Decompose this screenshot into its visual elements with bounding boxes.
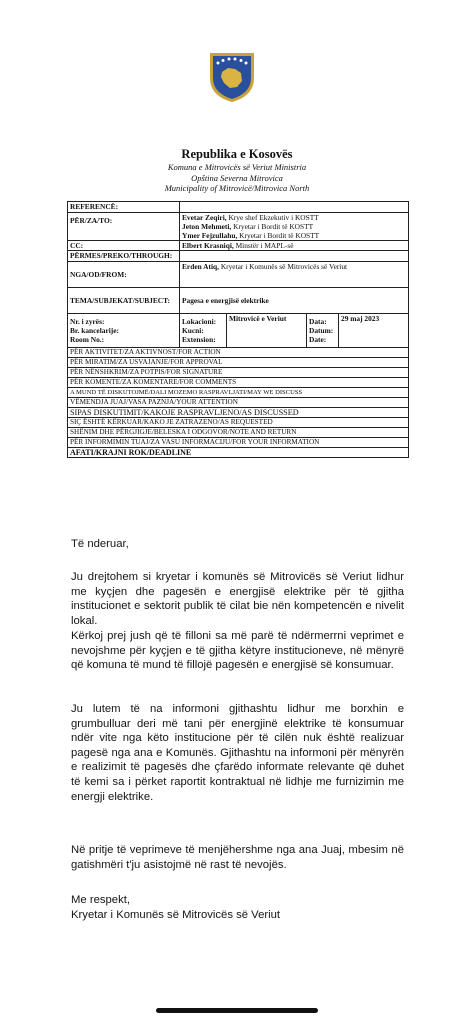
reference-value: [180, 202, 409, 213]
from-label: NGA/OD/FROM:: [68, 262, 180, 288]
action-for-your-information: PËR INFORMIMIN TUAJ/ZA VASU INFORMACIJU/FOR YOUR INFORMATION: [68, 438, 409, 448]
action-as-discussed: SIPAS DISKUTIMIT/KAKOJE RASPRAVLJENO/AS DISCUSSED: [68, 408, 409, 418]
subject-value: Pagesa e energjisë elektrike: [180, 288, 409, 314]
letterhead-line-1: Komuna e Mitrovicës së Veriut Ministria: [167, 162, 307, 172]
cc-value: Elbert Krasniqi, Minstër i MAPL-së: [180, 241, 409, 251]
action-for-approval: PËR MIRATIM/ZA USVAJANJE/FOR APPROVAL: [68, 358, 409, 368]
kosovo-coat-of-arms-icon: [204, 48, 260, 104]
reference-label: REFERENCË:: [68, 202, 180, 213]
action-for-action: PËR AKTIVITET/ZA AKTIVNOST/FOR ACTION: [68, 348, 409, 358]
memo-routing-table: [67, 201, 409, 458]
action-your-attention: VËMENDJA JUAJ/VASA PAZNJA/YOUR ATTENTION: [68, 398, 409, 408]
recipient-3: Ymer Fejzullahu, Kryetar i Bordit të KOSTT: [182, 231, 320, 240]
deadline-label: AFATI/KRAJNI ROK/DEADLINE: [68, 448, 409, 458]
recipient-1: Evetar Zeqiri, Krye shef Ekzekutiv i KOSTT: [182, 213, 319, 222]
signature-line: Kryetar i Komunës së Mitrovicës së Veriut: [71, 908, 281, 921]
letter-greeting: Të nderuar,: [71, 538, 129, 550]
closing-phrase: Me respekt,: [71, 894, 131, 906]
date-value: 29 maj 2023: [339, 314, 409, 348]
letterhead: [0, 147, 474, 194]
action-note-and-return: SHËNIM DHE PËRGJIGJE/BELESKA I ODGOVOR/NOTE AND RETURN: [68, 428, 409, 438]
date-labels: Data: Datum: Date:: [307, 314, 339, 348]
location-value: Mitrovicë e Veriut: [227, 314, 307, 348]
subject-label: TEMA/SUBJEKAT/SUBJECT:: [68, 288, 180, 314]
from-value: Erden Atiq, Kryetar i Komunës së Mitrovicës së Veriut: [180, 262, 409, 288]
action-as-requested: SIÇ ËSHTË KËRKUAR/KAKO JE ZATRAZENO/AS REQUESTED: [68, 418, 409, 428]
letter-closing: [71, 893, 404, 922]
action-may-we-discuss: A MUND TË DISKUTOJMË/DALI MOZEMO RASPRAVLJATI/MAY WE DISCUSS: [68, 388, 409, 398]
to-label: PËR/ZA/TO:: [68, 213, 180, 241]
action-for-signature: PËR NËNSHKRIM/ZA POTPIS/FOR SIGNATURE: [68, 368, 409, 378]
through-value: [180, 251, 409, 262]
to-recipients: [180, 213, 409, 241]
room-labels: Nr. i zyrës: Br. kancelarije: Room No.:: [68, 314, 180, 348]
letter-paragraph-4: Në pritje të veprimeve të menjëhershme nga ana Juaj, mbesim në gatishmëri t'ju asistojmë në rast të nevojës.: [71, 844, 404, 871]
letterhead-line-2: Opština Severna Mitrovica: [191, 172, 283, 183]
location-labels: Lokacioni: Kucni: Extension:: [180, 314, 227, 348]
country-title: Republika e Kosovës: [181, 147, 293, 161]
letter-paragraph-2: Kërkoj prej jush që të filloni sa më parë të ndërmerrni veprimet e nevojshme për kyçjen e të gjitha këtyre institucioneve, në mënyrë që komuna të mund të fillojë pagesën e energjisë së konsumuar.: [71, 630, 404, 672]
letterhead-line-3: Municipality of Mitrovicë/Mitrovica North: [164, 183, 310, 193]
action-for-comments: PËR KOMENTE/ZA KOMENTARE/FOR COMMENTS: [68, 378, 409, 388]
recipient-2: Jeton Mehmeti, Kryetar i Bordit të KOSTT: [182, 222, 314, 231]
through-label: PËRMES/PREKO/THROUGH:: [68, 251, 180, 262]
cc-label: CC:: [68, 241, 180, 251]
letter-paragraph-3: Ju lutem të na informoni gjithashtu lidhur me borxhin e grumbulluar deri më tani për energjinë elektrike të konsumuar ndër vite nga këto institucione për të cilën nuk është realizuar pagesë nga ana e Komunës. Gjithashtu na informoni për mënyrën e realizimit të pagesës dhe çfarëdo informate relevante që duhet të kemi sa i përket raportit kontraktual në lidhje me furnizimin me energji elektrike.: [71, 703, 404, 803]
letter-paragraph-1: Ju drejtohem si kryetar i komunës së Mitrovicës së Veriut lidhur me kyçjen dhe pagesën e energjisë elektrike për të gjitha institucionet e sektorit publik të cilat bie nën kompetencën e nivelit lokal.: [71, 571, 404, 627]
home-indicator[interactable]: [156, 1008, 318, 1013]
